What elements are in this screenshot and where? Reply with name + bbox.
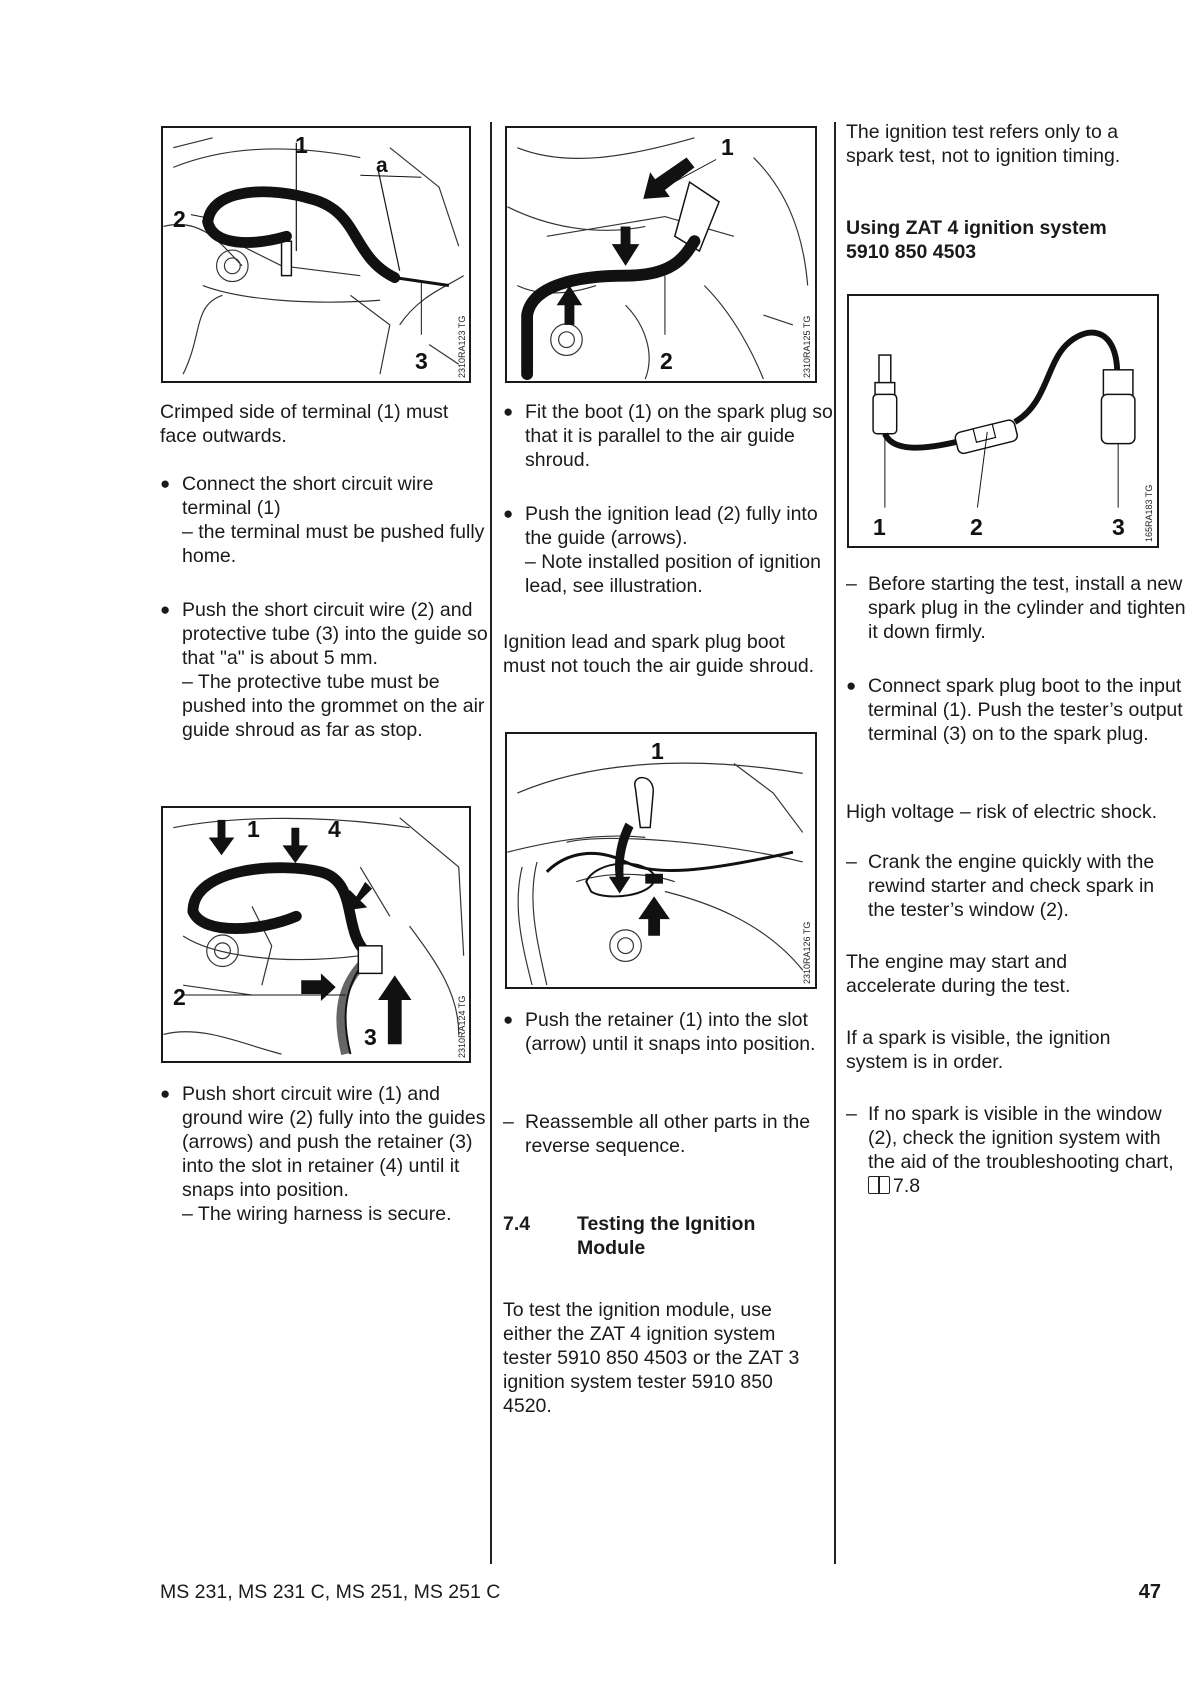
warning-text: High voltage – risk of electric shock. — [846, 801, 1158, 823]
bullet-main-text: ● Push short circuit wire (1) and ground wire (2) fully into the guides (arrows) and push the retainer (3) into the slot in retainer (4) until it snaps into position. — [182, 1083, 486, 1201]
paragraph: The engine may start and accelerate during the test. — [846, 951, 1071, 997]
book-reference-icon — [868, 1176, 890, 1194]
figure-label-1: 1 — [247, 816, 260, 842]
figure-label-2: 2 — [970, 514, 983, 540]
figure-illustration — [507, 734, 815, 987]
footer-models: MS 231, MS 231 C, MS 251, MS 251 C — [160, 1581, 501, 1603]
dash-text: If no spark is visible in the window (2), check the ignition system with the aid of the troubleshooting chart, — [868, 1103, 1174, 1173]
paragraph: If a spark is visible, the ignition system is in order. — [846, 1027, 1111, 1073]
column-divider-2 — [834, 122, 836, 1564]
figure-label-1: 1 — [721, 134, 734, 160]
subheading: Using ZAT 4 ignition system 5910 850 4503 — [846, 217, 1107, 263]
section-number: 7.4 — [503, 1213, 531, 1235]
reference-number: 7.8 — [893, 1175, 921, 1197]
bullet-main-text: ● Push the short circuit wire (2) and protective tube (3) into the guide so that "a" is about 5 mm. — [182, 599, 488, 669]
paragraph: Crimped side of terminal (1) must face outwards. — [160, 401, 449, 447]
dash-item — [846, 1102, 1186, 1198]
bullet-main-text: ● Connect the short circuit wire terminal (1) — [182, 473, 434, 519]
paragraph: The ignition test refers only to a spark test, not to ignition timing. — [846, 121, 1121, 167]
figure-retainer — [505, 732, 817, 989]
figure-illustration — [849, 296, 1157, 546]
figure-label-4: 4 — [328, 816, 341, 842]
bullet-item — [503, 502, 841, 598]
figure-label-2: 2 — [173, 984, 186, 1010]
figure-short-circuit-wire-terminal — [161, 126, 471, 383]
figure-label-3: 3 — [364, 1024, 377, 1050]
dash-item: – Reassemble all other parts in the reverse sequence. — [503, 1110, 841, 1158]
paragraph: To test the ignition module, use either the ZAT 4 ignition system tester 5910 850 4503 or the ZAT 3 ignition system tester 5910 850 4520. — [503, 1299, 800, 1417]
figure-label-3: 3 — [415, 348, 428, 374]
bullet-item: ● Fit the boot (1) on the spark plug so that it is parallel to the air guide shroud. — [503, 400, 841, 472]
figure-label-1: 1 — [295, 132, 308, 158]
bullet-sub-text: – the terminal must be pushed fully home. — [182, 521, 485, 567]
figure-label-2: 2 — [173, 206, 186, 232]
dash-item: – Crank the engine quickly with the rewind starter and check spark in the tester’s window (2). — [846, 850, 1186, 922]
figure-zat4-tester — [847, 294, 1159, 548]
column-divider-1 — [490, 122, 492, 1564]
figure-code: 2310RA126 TG — [802, 921, 812, 984]
bullet-item — [160, 472, 492, 568]
bullet-item: ● Connect spark plug boot to the input terminal (1). Push the tester’s output terminal (3) on to the spark plug. — [846, 674, 1186, 746]
bullet-sub-text: – Note installed position of ignition lead, see illustration. — [525, 551, 821, 597]
figure-illustration — [163, 808, 469, 1061]
bullet-sub-text: – The protective tube must be pushed into the grommet on the air guide shroud as far as stop. — [182, 671, 485, 741]
bullet-sub-text: – The wiring harness is secure. — [182, 1203, 452, 1225]
paragraph: Ignition lead and spark plug boot must not touch the air guide shroud. — [503, 631, 815, 677]
figure-label-1: 1 — [651, 738, 664, 764]
figure-spark-plug-boot — [505, 126, 817, 383]
figure-label-2: 2 — [660, 348, 673, 374]
section-title: Testing the Ignition Module — [577, 1213, 756, 1259]
figure-code: 165RA183 TG — [1144, 484, 1154, 542]
figure-wiring-harness — [161, 806, 471, 1063]
page-number: 47 — [1138, 1581, 1161, 1603]
figure-label-3: 3 — [1112, 514, 1125, 540]
figure-label-1: 1 — [873, 514, 886, 540]
figure-illustration — [507, 128, 815, 381]
figure-code: 2310RA123 TG — [457, 315, 467, 378]
bullet-main-text: ● Push the ignition lead (2) fully into the guide (arrows). — [525, 503, 818, 549]
bullet-item — [160, 1082, 492, 1226]
figure-code: 2310RA124 TG — [457, 995, 467, 1058]
bullet-item — [160, 598, 502, 742]
figure-label-a: a — [376, 154, 388, 177]
dash-item: – Before starting the test, install a new spark plug in the cylinder and tighten it down firmly. — [846, 572, 1186, 644]
figure-code: 2310RA125 TG — [802, 315, 812, 378]
figure-illustration — [163, 128, 469, 381]
bullet-item: ● Push the retainer (1) into the slot (arrow) until it snaps into position. — [503, 1008, 841, 1056]
